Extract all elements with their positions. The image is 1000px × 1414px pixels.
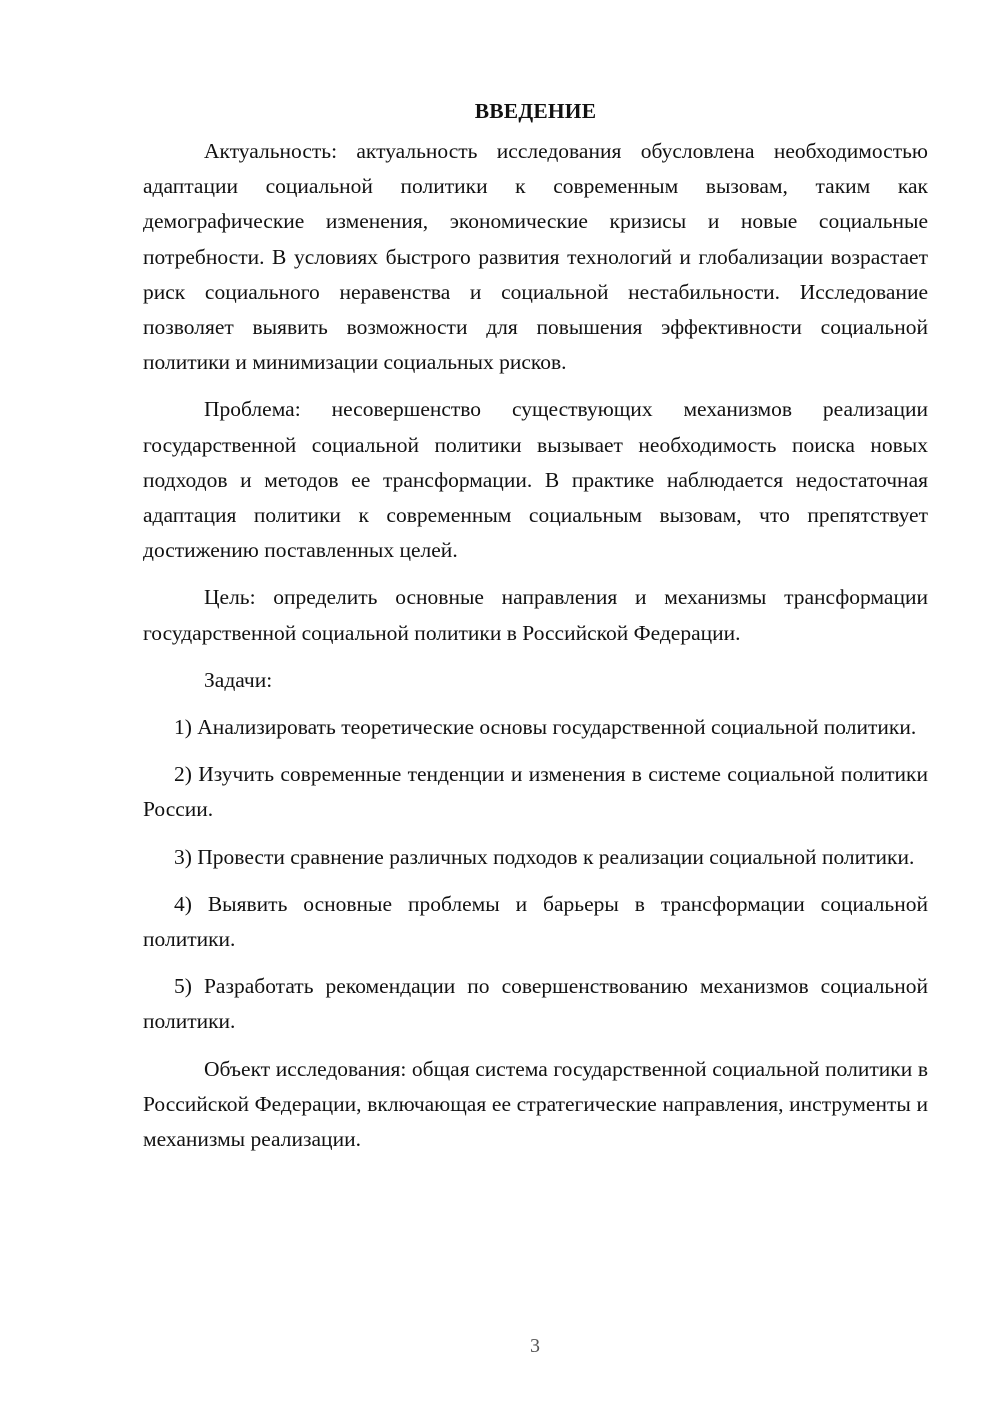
tasks-heading: Задачи: — [204, 667, 273, 692]
relevance-paragraph: Актуальность: актуальность исследования обусловлена необходимостью адаптации социальной политики к современным вызовам, таким как демографические изменения, экономические кризисы и новые социальные потребности. В условиях быстрого развития технологий и глобализации возрастает риск социального неравенства и социальной нестабильности. Исследование позволяет выявить возможности для повышения эффективности социальной политики и минимизации социальных рисков. — [143, 139, 928, 375]
task-item-3: 3) Провести сравнение различных подходов к реализации социальной политики. — [174, 844, 915, 869]
section-title: ВВЕДЕНИЕ — [474, 99, 597, 123]
task-item-4: 4) Выявить основные проблемы и барьеры в трансформации социальной политики. — [143, 891, 928, 952]
problem-paragraph: Проблема: несовершенство существующих механизмов реализации государственной социальной политики вызывает необходимость поиска новых подходов и методов ее трансформации. В практике наблюдается недостаточная адаптация политики к современным социальным вызовам, что препятствует достижению поставленных целей. — [143, 397, 928, 563]
task-item-5: 5) Разработать рекомендации по совершенствованию механизмов социальной политики. — [143, 974, 928, 1034]
goal-paragraph: Цель: определить основные направления и механизмы трансформации государственной социальной политики в Российской Федерации. — [143, 585, 928, 645]
page-number: 3 — [530, 1335, 540, 1357]
task-item-1: 1) Анализировать теоретические основы государственной социальной политики. — [174, 715, 917, 740]
document-page — [143, 96, 928, 1169]
task-item-2: 2) Изучить современные тенденции и изменения в системе социальной политики России. — [143, 762, 928, 822]
object-paragraph: Объект исследования: общая система государственной социальной политики в Российской Федерации, включающая ее стратегические направления, инструменты и механизмы реализации. — [143, 1056, 928, 1152]
